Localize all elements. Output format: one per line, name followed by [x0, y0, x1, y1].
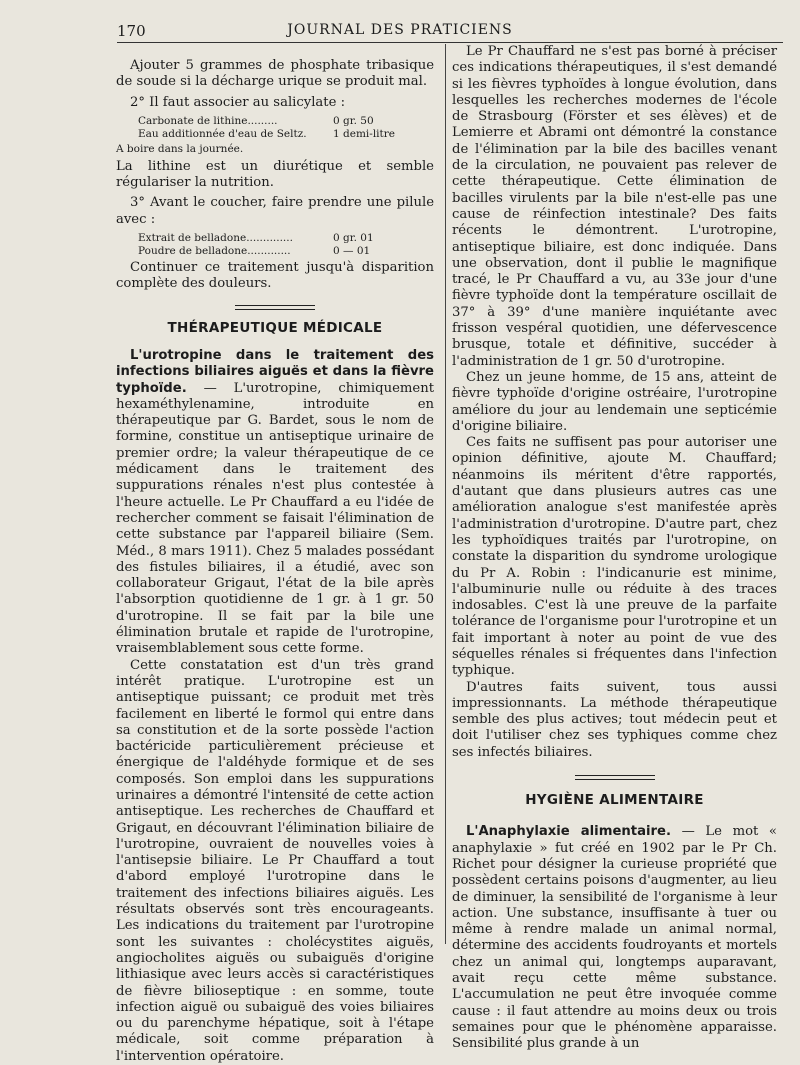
page-number: 170 [117, 22, 146, 40]
page-header [0, 16, 800, 44]
prescription-note: A boire dans la journée. [116, 142, 244, 155]
left-paragraph-1: Ajouter 5 grammes de phosphate tribasique de soude si la décharge urique se produit mal. [116, 58, 434, 90]
prescription-1 [116, 115, 434, 141]
section-ornament [235, 305, 315, 310]
article-title: L'urotropine dans le traitement des infections biliaires aiguës et dans la fièvre typhoïde. [116, 347, 434, 396]
article-title: L'Anaphylaxie alimentaire. [466, 824, 671, 840]
left-paragraph-7: Cette constatation est d'un très grand intérêt pratique. L'urotropine est un antiseptique puissant; ce produit met très facilement en liberté le formol qui entre dans sa constitution et de la sorte possède l'action bactéricide particulièrement précieuse et énergique de l'aldéhyde formique et de ses composés. Son emploi dans les suppurations urinaires a démontré l'intensité de cette action antiseptique. Les recherches de Chauffard et Grigaut, en découvrant l'élimination biliaire de l'urotropine, ouvraient de nouvelles voies à l'antisepsie biliaire. Le Pr Chauffard a tout d'abord employé l'urotropine dans le traitement des infections biliaires aiguës. Les résultats observés sont très encourageants. Les indications du traitement par l'urotropine sont les suivantes : cholécystites aiguës, angiocholites aiguës ou subaiguës d'origine lithiasique avec leurs accès si caractéristiques de fièvre bilioseptique : en somme, toute infection aiguë ou subaiguë des voies biliaires ou du parenchyme hépatique, soit à l'étape médicale, soit comme préparation à l'intervention opératoire. [116, 657, 434, 1064]
left-paragraph-3: La lithine est un diurétique et semble régulariser la nutrition. [116, 158, 434, 191]
prescription-line: Carbonate de lithine......... 0 gr. 50 [138, 114, 374, 127]
article-lede-urotropine: L'urotropine dans le traitement des infections biliaires aiguës et dans la fièvre typhoïde. — L'urotropine, chimiquement hexaméthylenamine, introduite en thérapeutique par G. Bardet, sous le nom de formine, constitue un antiseptique urinaire de premier ordre; la valeur thérapeutique de ce médicament dans le traitement des suppurations rénales n'est plus contestée à l'heure actuelle. Le Pr Chauffard a eu l'idée de rechercher comment se faisait l'élimination de cette substance par l'appareil biliaire (Sem. Méd., 8 mars 1911). Chez 5 malades possédant des fistules biliaires, il a étudié, avec son collaborateur Grigaut, l'état de la bile après l'absorption quotidienne de 1 gr. à 1 gr. 50 d'urotropine. Il se fait par la bile une élimination brutale et rapide de l'urotropine, vraisemblablement sous cette forme. [116, 347, 434, 657]
prescription-line: Extrait de belladone.............. 0 gr. 01 [138, 232, 374, 245]
right-column [452, 44, 777, 1053]
section-ornament [575, 775, 655, 780]
prescription-line: Eau additionnée d'eau de Seltz. 1 demi-litre [138, 127, 395, 140]
section-title-therapeutique: THÉRAPEUTIQUE MÉDICALE [167, 319, 383, 336]
header-rule [117, 42, 783, 43]
left-paragraph-2: 2° Il faut associer au salicylate : [130, 94, 346, 110]
left-paragraph-6: L'urotropine, chimiquement hexaméthylenamine, introduite en thérapeutique par G. Bardet, sous le nom de formine, constitue un antiseptique urinaire de premier ordre; la valeur thérapeutique de ce médicament dans le traitement des suppurations rénales n'est plus contestée à l'heure actuelle. Le Pr Chauffard a eu l'idée de rechercher comment se faisait l'élimination de cette substance par l'appareil biliaire (Sem. Méd., 8 mars 1911). Chez 5 malades possédant des fistules biliaires, il a étudié, avec son collaborateur Grigaut, l'état de la bile après l'absorption quotidienne de 1 gr. à 1 gr. 50 d'urotropine. Il se fait par la bile une élimination brutale et rapide de l'urotropine, vraisemblablement sous cette forme. [116, 380, 434, 657]
prescription-line: Poudre de belladone............. 0 — 01 [138, 245, 371, 258]
right-paragraph-1: Le Pr Chauffard ne s'est pas borné à préciser ces indications thérapeutiques, il s'est demandé si les fièvres typhoïdes à longue évolution, dans lesquelles les recherches modernes de l'école de Strasbourg (Förster et ses élèves) et de Lemierre et Abrami ont démontré la constance de l'élimination par la bile des bacilles venant de la circulation, ne pouvaient pas relever de cette thérapeutique. Cette élimination de bacilles virulents par la bile n'est-elle pas une cause de réinfection intestinale? Des faits récents le démontrent. L'urotropine, antiseptique biliaire, est donc indiquée. Dans une observation, dont il publie le magnifique tracé, le Pr Chauffard a vu, au 33e jour d'une fièvre typhoïde dont la température oscillait de 37° à 39° d'une manière inquiétante avec frisson vespéral quotidien, une défervescence brusque, totale et définitive, succéder à l'administration de 1 gr. 50 d'urotropine. [452, 44, 777, 369]
left-column [116, 58, 434, 1065]
right-paragraph-3: Ces faits ne suffisent pas pour autoriser une opinion définitive, ajoute M. Chauffard; néanmoins ils méritent d'être rapportés, d'autant que dans plusieurs autres cas une amélioration analogue s'est manifestée après l'administration d'urotropine. D'autre part, chez les typhoïdiques traités par l'urotropine, on constate la disparition du syndrome urologique du Pr A. Robin : l'indicanurie est minime, l'albuminurie nulle ou réduite à des traces indosables. C'est là une preuve de la parfaite tolérance de l'organisme pour l'urotropine et un fait important à noter au point de vue des séquelles rénales si fréquentes dans l'infection typhique. [452, 435, 777, 679]
left-paragraph-4: 3° Avant le coucher, faire prendre une pilule avec : [116, 195, 434, 227]
prescription-2 [116, 232, 434, 258]
article-lede-anaphylaxie: L'Anaphylaxie alimentaire. — Le mot « anaphylaxie » fut créé en 1902 par le Pr Ch. Richet pour désigner la curieuse propriété que possèdent certains poisons d'augmenter, au lieu de diminuer, la sensibilité de l'organisme à leur action. Une substance, insuffisante à tuer ou même à rendre malade un animal normal, détermine des accidents foudroyants et mortels chez un animal qui, longtemps auparavant, avait reçu cette même substance. L'accumulation ne peut être invoquée comme cause : il faut attendre au moins deux ou trois semaines pour que le phénomène apparaisse. Sensibilité plus grande à un [452, 824, 777, 1052]
section-title-hygiene: HYGIÈNE ALIMENTAIRE [525, 792, 704, 809]
right-paragraph-5: Le mot « anaphylaxie » fut créé en 1902 par le Pr Ch. Richet pour désigner la curieuse propriété que possèdent certains poisons d'augmenter, au lieu de diminuer, la sensibilité de l'organisme à leur action. Une substance, insuffisante à tuer ou même à rendre malade un animal normal, détermine des accidents foudroyants et mortels chez un animal qui, longtemps auparavant, avait reçu cette même substance. L'accumulation ne peut être invoquée comme cause : il faut attendre au moins deux ou trois semaines pour que le phénomène apparaisse. Sensibilité plus grande à un [452, 824, 777, 1052]
journal-title: JOURNAL DES PRATICIENS [287, 22, 513, 38]
column-divider [445, 44, 446, 944]
left-paragraph-5: Continuer ce traitement jusqu'à disparition complète des douleurs. [116, 260, 434, 292]
right-paragraph-2: Chez un jeune homme, de 15 ans, atteint de fièvre typhoïde d'origine ostréaire, l'urotropine améliore du jour au lendemain une septicémie d'origine biliaire. [452, 369, 777, 434]
right-paragraph-4: D'autres faits suivent, tous aussi impressionnants. La méthode thérapeutique semble des plus actives; tout médecin peut et doit l'utiliser chez ses typhiques comme chez ses infectés biliaires. [452, 679, 777, 760]
